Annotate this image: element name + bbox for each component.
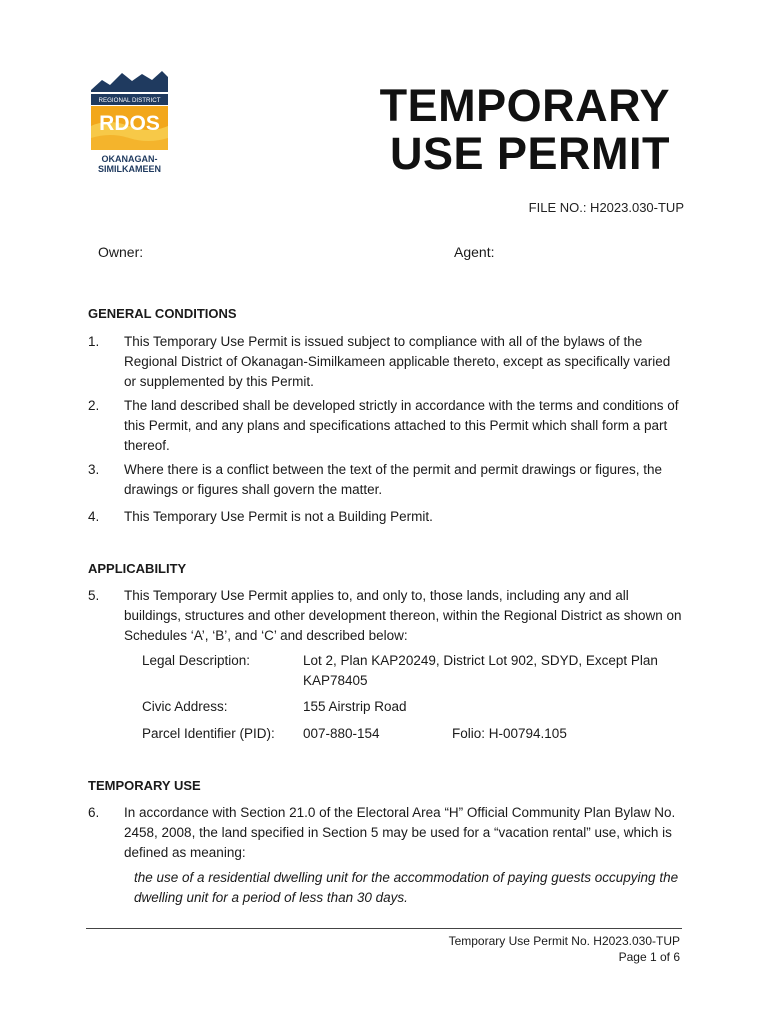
svg-text:RDOS: RDOS (99, 112, 160, 135)
file-number: FILE NO.: H2023.030-TUP (528, 200, 684, 215)
condition-item (88, 396, 688, 456)
condition-item (88, 332, 688, 392)
item-text: This Temporary Use Permit is issued subject to compliance with all of the bylaws of the Regional District of Okanagan-Similkameen applicable thereto, except as specifically varied or supplemented by this Permit. (124, 334, 671, 389)
civic-address-value: 155 Airstrip Road (303, 699, 407, 714)
temporary-use-heading: TEMPORARY USE (88, 778, 201, 793)
legal-description-label: Legal Description: (142, 653, 251, 668)
condition-item (88, 460, 688, 500)
item-number: 6. (88, 805, 100, 820)
agent-label: Agent: (454, 244, 495, 260)
footer-divider (86, 928, 682, 929)
item-text: This Temporary Use Permit applies to, and only to, those lands, including any and all buildings, structures and other development thereon, within the Regional District as shown on Schedules ‘A’, ‘B’, and ‘C’ and described below: (124, 588, 682, 643)
general-conditions-heading: GENERAL CONDITIONS (88, 306, 237, 321)
folio-value: Folio: H-00794.105 (452, 726, 567, 741)
applicability-heading: APPLICABILITY (88, 561, 187, 576)
legal-description-value: Lot 2, Plan KAP20249, District Lot 902, SDYD, Except Plan KAP78405 (303, 653, 658, 688)
item-number: 3. (88, 462, 100, 477)
svg-text:SIMILKAMEEN: SIMILKAMEEN (98, 164, 161, 174)
item-text: Where there is a conflict between the text of the permit and permit drawings or figures, the drawings or figures shall govern the matter. (124, 462, 663, 497)
applicability-item (88, 586, 688, 646)
item-text: This Temporary Use Permit is not a Building Permit. (124, 509, 433, 524)
item-number: 5. (88, 588, 100, 603)
owner-label: Owner: (98, 244, 144, 260)
item-text: In accordance with Section 21.0 of the Electoral Area “H” Official Community Plan Bylaw No. 2458, 2008, the land specified in Section 5 may be used for a “vacation rental” use, which is defined as meaning: (124, 805, 676, 860)
title-line-1: TEMPORARY (379, 80, 670, 131)
pid-label: Parcel Identifier (PID): (142, 726, 275, 741)
condition-item (88, 507, 688, 527)
svg-text:REGIONAL DISTRICT: REGIONAL DISTRICT (98, 97, 161, 104)
temporary-use-item (88, 803, 688, 863)
pid-value: 007-880-154 (303, 726, 380, 741)
civic-address-label: Civic Address: (142, 699, 228, 714)
item-text: The land described shall be developed strictly in accordance with the terms and conditions of this Permit, and any plans and specifications attached to this Permit which shall form a part thereof. (124, 398, 679, 453)
footer-permit-number: Temporary Use Permit No. H2023.030-TUP (448, 934, 680, 948)
rdos-logo (88, 68, 170, 176)
page-title (380, 82, 670, 178)
item-number: 1. (88, 334, 100, 349)
title-line-2: USE PERMIT (389, 128, 670, 179)
svg-text:OKANAGAN-: OKANAGAN- (101, 154, 158, 164)
vacation-rental-definition: the use of a residential dwelling unit for the accommodation of paying guests occupying the dwelling unit for a period of less than 30 days. (134, 870, 679, 905)
item-number: 4. (88, 509, 100, 524)
item-number: 2. (88, 398, 100, 413)
footer-page-number: Page 1 of 6 (618, 950, 680, 964)
